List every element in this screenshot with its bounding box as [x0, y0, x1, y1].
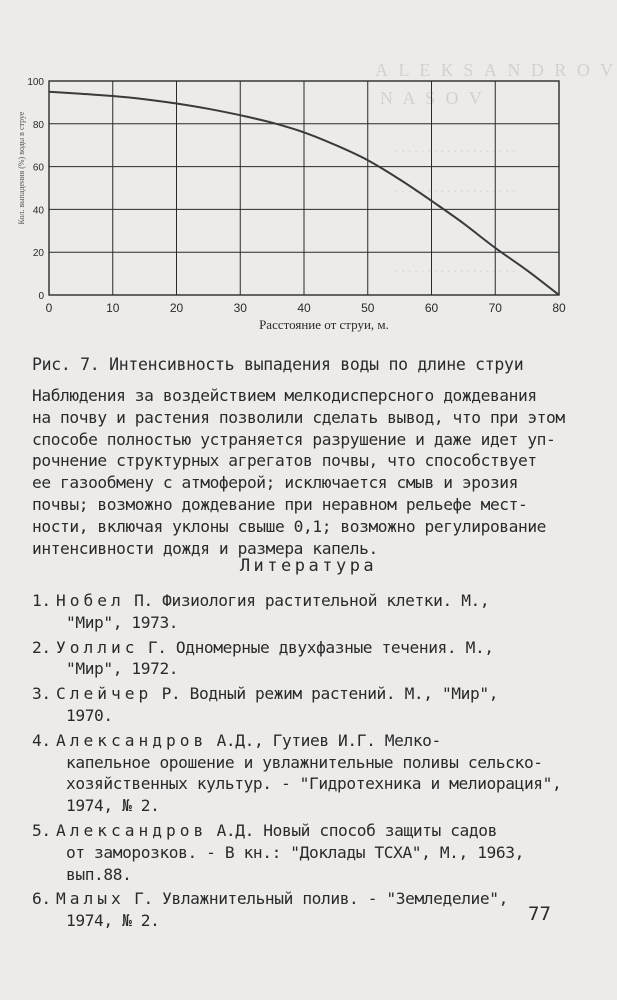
- x-tick-label: 40: [297, 301, 311, 315]
- page-number: 77: [528, 903, 551, 925]
- reference-continuation: 1970.: [66, 705, 113, 725]
- reference-author: Александров: [56, 730, 208, 750]
- reference-first-line: [56, 820, 592, 842]
- reference-first-line: [56, 637, 592, 659]
- reference-continuation: "Мир", 1973.: [66, 612, 179, 632]
- reference-number: 3.: [32, 684, 51, 704]
- x-tick-label: 20: [169, 301, 184, 315]
- reference-item: [32, 888, 592, 932]
- body-line: рочнение структурных агрегатов почвы, что способствует: [32, 451, 537, 471]
- bleed-through-heading: N A S O V: [380, 88, 485, 108]
- body-line: способе полностью устраняется разрушение и даже идет уп-: [32, 429, 556, 449]
- reference-text: Р. Водный режим растений. М., "Мир",: [161, 684, 499, 704]
- reference-author: Александров: [56, 820, 208, 840]
- reference-first-line: [56, 888, 592, 910]
- x-axis-label: Расстояние от струи, м.: [259, 317, 389, 332]
- body-line: на почву и растения позволили сделать вывод, что при этом: [32, 407, 565, 427]
- x-tick-label: 50: [361, 301, 375, 315]
- reference-author: Уоллис: [56, 637, 139, 657]
- body-line: интенсивности дождя и размера капель.: [32, 538, 378, 558]
- references-list: [32, 590, 592, 935]
- y-axis-label: Кол. выпадения (%) воды в струе: [17, 111, 26, 225]
- reference-number: 4.: [32, 730, 51, 750]
- reference-author: Слейчер: [56, 684, 153, 704]
- reference-item: [32, 637, 592, 681]
- y-tick-label: 80: [32, 119, 44, 131]
- y-tick-label: 60: [32, 162, 44, 174]
- reference-number: 5.: [32, 820, 51, 840]
- body-line: Наблюдения за воздействием мелкодисперсного дождевания: [32, 386, 537, 405]
- y-tick-label: 100: [27, 77, 44, 88]
- reference-number: 2.: [32, 637, 51, 657]
- bleed-through-text: . . . . . . . . . . . . . . . . . . .: [395, 180, 516, 195]
- bleed-through-text: . . . . . . . . . . . . . . . . . . .: [395, 140, 516, 155]
- x-tick-label: 30: [233, 301, 247, 315]
- y-tick-label: 0: [38, 291, 44, 302]
- reference-number: 6.: [32, 889, 51, 909]
- reference-first-line: [56, 730, 592, 752]
- reference-text: А.Д., Гутиев И.Г. Мелко-: [216, 730, 441, 750]
- figure-caption: Рис. 7. Интенсивность выпадения воды по длине струи: [32, 355, 524, 374]
- reference-text: П. Физиология растительной клетки. М.,: [134, 591, 490, 610]
- reference-author: Малых: [56, 889, 125, 909]
- reference-continuation: хозяйственных культур. - "Гидротехника и мелиорация",: [66, 774, 562, 794]
- body-line: ности, включая уклоны свыше 0,1; возможно регулирование: [32, 516, 547, 536]
- reference-item: [32, 730, 592, 817]
- references-heading: Литература: [239, 556, 378, 576]
- body-line: ее газообмену с атмоферой; исключается смыв и эрозия: [32, 473, 518, 493]
- bleed-through-heading: А L Е К S А N D R O V: [375, 60, 617, 80]
- reference-item: [32, 590, 592, 634]
- reference-text: А.Д. Новый способ защиты садов: [216, 820, 497, 840]
- reference-continuation: 1974, № 2.: [66, 796, 160, 816]
- reference-first-line: [56, 590, 592, 612]
- y-tick-label: 40: [32, 205, 44, 217]
- x-tick-label: 70: [488, 301, 502, 315]
- reference-continuation: 1974, № 2.: [66, 911, 160, 931]
- x-tick-labels: [46, 301, 566, 315]
- reference-first-line: [56, 683, 592, 705]
- bleed-through-text: . . . . . . . . . . . . . . . . . . .: [395, 260, 516, 275]
- reference-text: Г. Одномерные двухфазные течения. М.,: [147, 637, 494, 657]
- y-tick-label: 20: [32, 248, 44, 260]
- y-tick-labels: [27, 77, 44, 302]
- reference-text: Г. Увлажнительный полив. - "Земледелие",: [134, 889, 508, 909]
- reference-item: [32, 683, 592, 727]
- reference-number: 1.: [32, 591, 51, 610]
- body-paragraph: [32, 385, 592, 559]
- reference-continuation: "Мир", 1972.: [66, 659, 179, 679]
- x-tick-label: 10: [106, 301, 120, 315]
- body-line: почвы; возможно дождевание при неравном рельефе мест-: [32, 494, 528, 514]
- x-tick-label: 0: [45, 301, 53, 315]
- intensity-chart: [0, 55, 617, 345]
- chart-grid: [49, 81, 559, 295]
- reference-continuation: капельное орошение и увлажнительные поливы сельско-: [66, 752, 543, 772]
- reference-item: [32, 820, 592, 885]
- reference-continuation: от заморозков. - В кн.: "Доклады ТСХА", М., 1963,: [66, 842, 524, 862]
- x-tick-label: 60: [424, 301, 439, 315]
- x-tick-label: 80: [552, 301, 566, 315]
- reference-continuation: вып.88.: [66, 864, 132, 884]
- reference-author: Нобел: [56, 591, 125, 610]
